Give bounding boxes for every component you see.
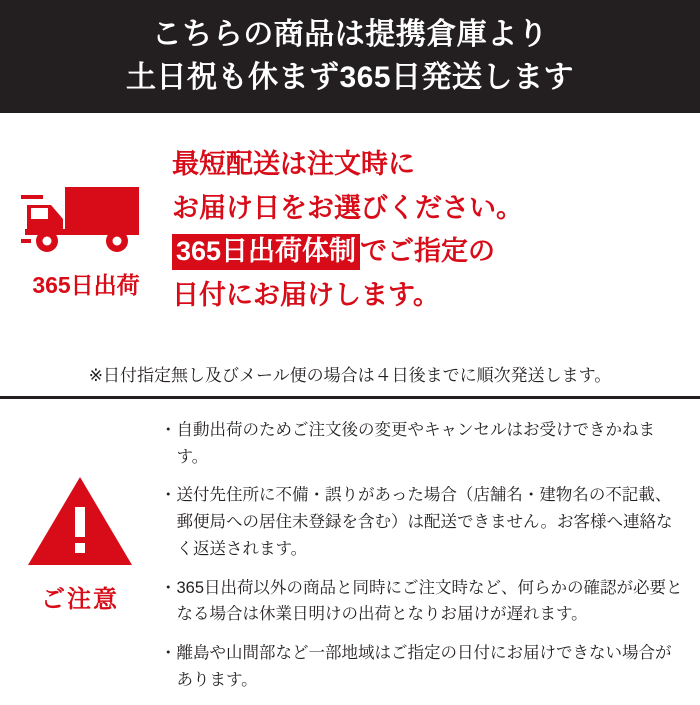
list-item (160, 640, 686, 693)
delivery-text-block (172, 121, 700, 318)
delivery-main-row (0, 121, 700, 357)
caution-item-text: 送付先住所に不備・誤りがあった場合（店舗名・建物名の不記載、郵便局への居住未登録を含む）は配送できません。お客様へ連絡なく返送されます。 (176, 486, 673, 558)
delivery-highlight: 365日出荷体制 (172, 234, 360, 270)
caution-section (0, 399, 700, 705)
caution-list (160, 415, 700, 705)
caution-icon-block (0, 415, 160, 614)
delivery-section (0, 113, 700, 399)
delivery-line-3-rest: でご指定の (360, 236, 496, 267)
banner-header (0, 0, 700, 113)
bullet-marker: ・ (160, 578, 177, 597)
truck-block (0, 121, 172, 300)
warning-triangle-icon (26, 473, 134, 569)
list-item (160, 482, 686, 562)
bullet-marker: ・ (160, 421, 177, 439)
caution-item-text: 365日出荷以外の商品と同時にご注文時など、何らかの確認が必要となる場合は休業日明けの出荷となりお届けが遅れます。 (176, 578, 683, 624)
list-item (160, 575, 686, 628)
truck-caption: 365日出荷 (32, 272, 140, 298)
delivery-line-4: 日付にお届けします。 (172, 280, 440, 311)
header-line-2: 土日祝も休まず365日発送します (125, 60, 575, 94)
delivery-truck-icon (21, 179, 151, 259)
delivery-note: ※日付指定無し及びメール便の場合は４日後までに順次発送します。 (88, 366, 612, 385)
delivery-line-3 (172, 230, 690, 274)
caution-caption: ご注意 (41, 586, 119, 613)
bullet-marker: ・ (160, 486, 177, 505)
bullet-marker: ・ (160, 644, 177, 663)
delivery-line-1: 最短配送は注文時に (172, 149, 415, 179)
header-line-1: こちらの商品は提携倉庫より (151, 17, 549, 51)
delivery-line-2: お届け日をお選びください。 (172, 192, 523, 223)
list-item (160, 417, 686, 470)
caution-item-text: 離島や山間部など一部地域はご指定の日付にお届けできない場合があります。 (176, 644, 672, 689)
caution-item-text: 自動出荷のためご注文後の変更やキャンセルはお受けできかねます。 (176, 421, 655, 466)
